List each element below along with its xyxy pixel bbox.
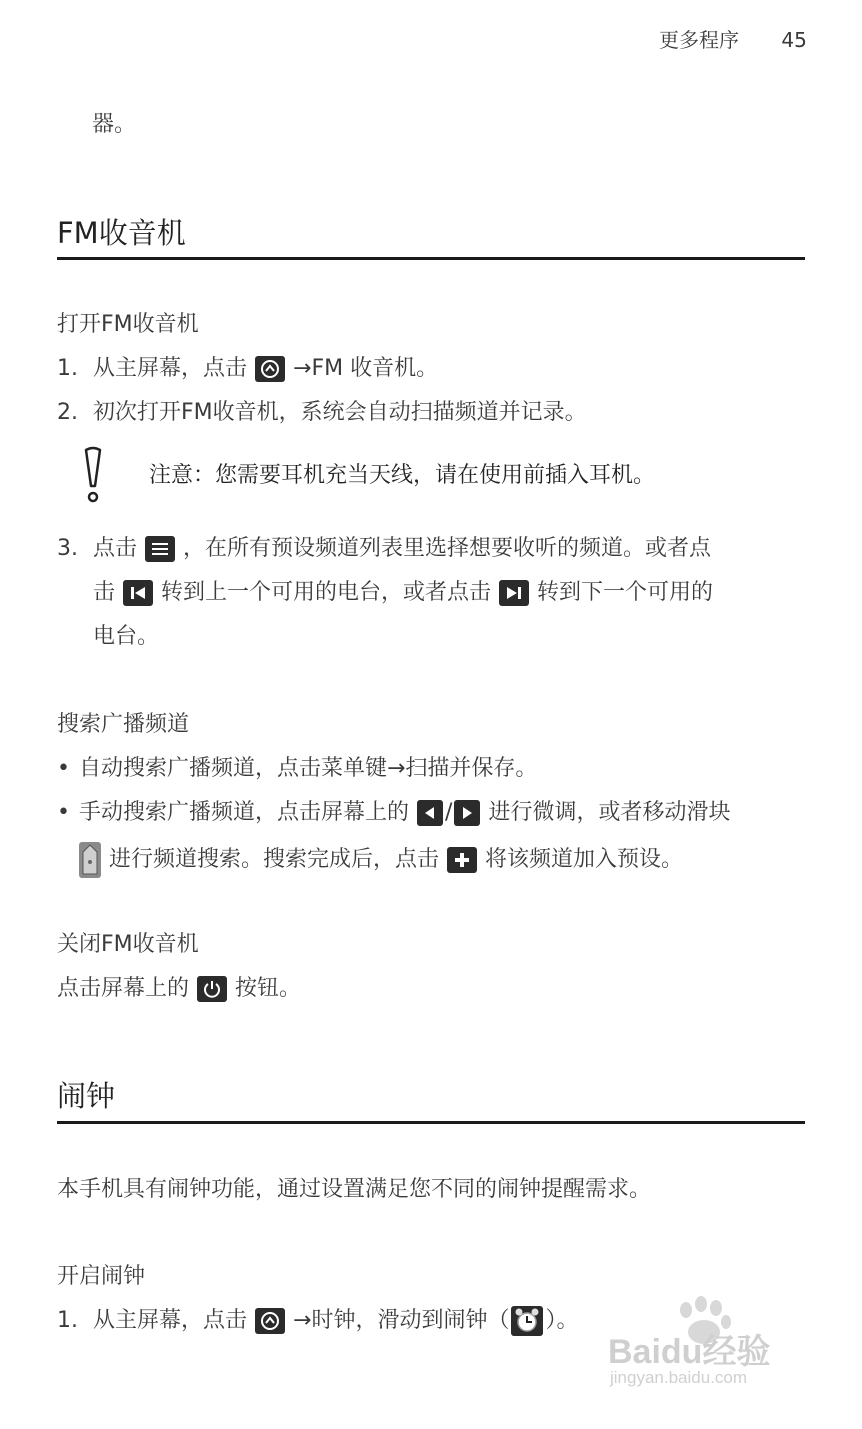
tune-down-icon xyxy=(417,800,443,826)
alarm-clock-icon xyxy=(511,1306,543,1336)
alarm-section-title: 闹钟 xyxy=(57,1079,116,1113)
note-warning-icon xyxy=(82,446,104,510)
bullet-text-after: 将该频道加入预设。 xyxy=(485,847,684,872)
bullet-text: 自动搜索广播频道，点击菜单键→扫描并保存。 xyxy=(79,756,538,781)
watermark xyxy=(608,1296,808,1392)
fm-section-title: FM收音机 xyxy=(57,216,186,250)
app-launcher-icon xyxy=(255,1308,285,1334)
app-launcher-icon xyxy=(255,356,285,382)
step-number: 2. xyxy=(57,400,78,425)
search-bullet-1 xyxy=(57,754,537,784)
fm-title-rule xyxy=(57,257,805,260)
add-preset-icon xyxy=(447,847,477,873)
step-text: 从主屏幕，点击 xyxy=(93,356,248,381)
slider-handle-icon xyxy=(79,842,101,878)
step-text-after: ，在所有预设频道列表里选择想要收听的频道。或者点 xyxy=(183,536,712,561)
alarm-step-1 xyxy=(57,1306,578,1336)
alarm-open-heading: 开启闹钟 xyxy=(57,1264,146,1289)
alarm-intro: 本手机具有闹钟功能，通过设置满足您不同的闹钟提醒需求。 xyxy=(57,1177,652,1202)
header-section: 更多程序 xyxy=(659,28,739,52)
close-text: 点击屏幕上的 xyxy=(57,976,190,1001)
fm-close-text xyxy=(57,974,301,1004)
fm-step-3-line-1 xyxy=(57,534,711,564)
search-bullet-2-line-1 xyxy=(57,798,730,828)
step-text: 初次打开FM收音机，系统会自动扫描频道并记录。 xyxy=(93,400,587,425)
step-text-after: →时钟，滑动到闹钟（ xyxy=(293,1308,510,1333)
search-bullet-2-line-2 xyxy=(79,842,683,878)
previous-station-icon xyxy=(123,580,153,606)
fm-step-3-line-2 xyxy=(93,578,713,608)
step-text-end: ）。 xyxy=(545,1308,579,1333)
fm-open-heading: 打开FM收音机 xyxy=(57,312,199,337)
close-text-after: 按钮。 xyxy=(235,976,302,1001)
bullet-icon: • xyxy=(57,800,70,825)
step-text-after: →FM 收音机。 xyxy=(293,356,439,381)
tune-up-icon xyxy=(454,800,480,826)
fm-step-2 xyxy=(57,398,587,428)
bullet-icon: • xyxy=(57,756,70,781)
fm-search-heading: 搜索广播频道 xyxy=(57,712,190,737)
step-number: 3. xyxy=(57,536,78,561)
fm-close-heading: 关闭FM收音机 xyxy=(57,932,199,957)
watermark-brand: Baidu经验 xyxy=(608,1333,771,1371)
separator: / xyxy=(445,800,453,825)
step-text-middle: 转到上一个可用的电台，或者点击 xyxy=(161,580,492,605)
step-number: 1. xyxy=(57,356,78,381)
fm-step-3-line-3: 电台。 xyxy=(93,624,160,649)
bullet-text-middle: 进行频道搜索。搜索完成后，点击 xyxy=(109,847,440,872)
bullet-text: 手动搜索广播频道，点击屏幕上的 xyxy=(79,800,410,825)
power-icon xyxy=(197,976,227,1002)
step-text: 点击 xyxy=(93,536,138,561)
page-number: 45 xyxy=(781,28,807,52)
note-text: 注意：您需要耳机充当天线，请在使用前插入耳机。 xyxy=(149,463,656,488)
bullet-text-after: 进行微调，或者移动滑块 xyxy=(488,800,731,825)
next-station-icon xyxy=(499,580,529,606)
alarm-title-rule xyxy=(57,1121,805,1124)
list-icon xyxy=(145,536,175,562)
step-text: 击 xyxy=(93,580,116,605)
continued-text: 器。 xyxy=(92,112,137,137)
step-number: 1. xyxy=(57,1308,78,1333)
step-text-after: 转到下一个可用的 xyxy=(537,580,714,605)
fm-step-1 xyxy=(57,354,438,384)
watermark-url: jingyan.baidu.com xyxy=(610,1368,748,1387)
running-header xyxy=(659,25,807,55)
step-text: 从主屏幕，点击 xyxy=(93,1308,248,1333)
